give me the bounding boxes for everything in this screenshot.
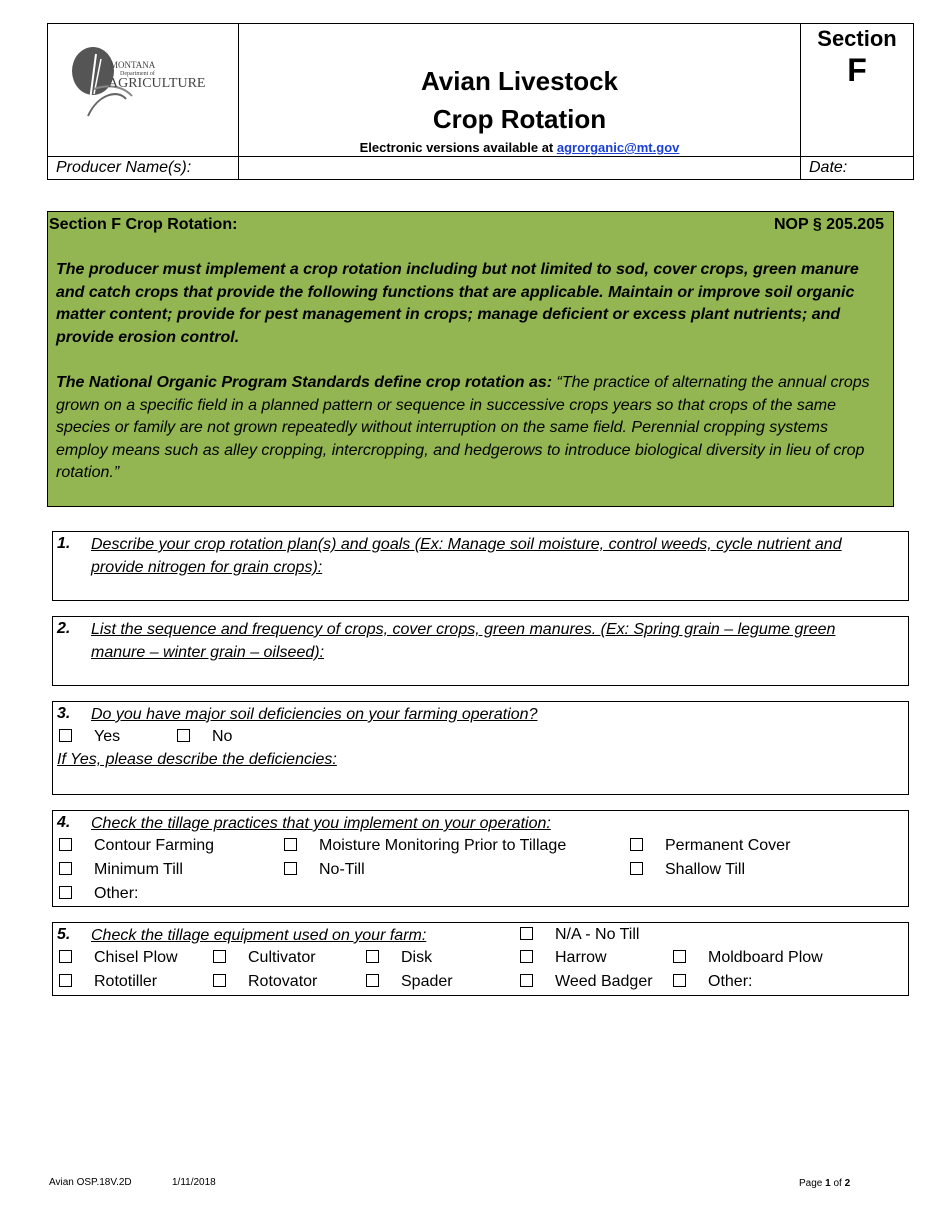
question-5-text: Check the tillage equipment used on your farm:: [91, 927, 427, 944]
question-5-box: [52, 922, 909, 996]
montana-agriculture-logo: [48, 24, 238, 156]
checkbox-icon: [284, 862, 297, 875]
form-title-line1: Avian Livestock: [420, 66, 618, 96]
checkbox-moldboard-plow[interactable]: Moldboard Plow: [673, 949, 823, 967]
question-4-number: 4.: [57, 814, 71, 831]
header-table: [47, 23, 914, 180]
question-1-text: Describe your crop rotation plan(s) and goals (Ex: Manage soil moisture, control weeds, cycle nutrient and provide nitrogen for grain crops):: [91, 536, 842, 576]
checkbox-icon: [520, 950, 533, 963]
checkbox-spader[interactable]: Spader: [366, 973, 453, 991]
checkbox-disk[interactable]: Disk: [366, 949, 432, 967]
checkbox-cultivator[interactable]: Cultivator: [213, 949, 316, 967]
checkbox-icon: [520, 974, 533, 987]
question-4-text: Check the tillage practices that you implement on your operation:: [91, 815, 551, 832]
checkbox-icon: [213, 974, 226, 987]
info-paragraph-2: The National Organic Program Standards define crop rotation as: “The practice of alternating the annual crops grown on a specific field in a planned pattern or sequence in successive crops years so that crops of the same species or family are not grown repeatedly without interruption on the same field. Perennial cropping systems employ means such as alley cropping, intercropping, and hedgerows to introduce biological diversity in lieu of crop rotation.”: [56, 374, 870, 481]
checkbox-moisture-monitoring[interactable]: Moisture Monitoring Prior to Tillage: [284, 837, 566, 855]
footer-form-id: Avian OSP.18V.2D: [49, 1177, 132, 1188]
checkbox-permanent-cover[interactable]: Permanent Cover: [630, 837, 790, 855]
checkbox-other-equipment[interactable]: Other:: [673, 973, 752, 991]
question-3-text: Do you have major soil deficiencies on your farming operation?: [91, 706, 538, 723]
checkbox-icon: [59, 862, 72, 875]
email-link[interactable]: agrorganic@mt.gov: [556, 140, 680, 155]
question-4-box: [52, 810, 909, 907]
section-letter: F: [847, 52, 867, 88]
checkbox-icon: [59, 974, 72, 987]
checkbox-icon: [59, 838, 72, 851]
question-2-text: List the sequence and frequency of crops, cover crops, green manures. (Ex: Spring grain – legume green manure – winter grain – oilseed):: [91, 621, 836, 661]
svg-text:AGRICULTURE: AGRICULTURE: [108, 76, 206, 91]
checkbox-yes[interactable]: Yes: [59, 728, 120, 746]
checkbox-icon: [630, 838, 643, 851]
section-label: Section: [817, 26, 897, 51]
checkbox-no[interactable]: No: [177, 728, 232, 746]
checkbox-icon: [177, 729, 190, 742]
question-5-number: 5.: [57, 926, 71, 943]
svg-text:Department of: Department of: [120, 71, 155, 77]
question-2-number: 2.: [57, 620, 71, 637]
checkbox-chisel-plow[interactable]: Chisel Plow: [59, 949, 178, 967]
checkbox-weed-badger[interactable]: Weed Badger: [520, 973, 653, 991]
checkbox-icon: [59, 950, 72, 963]
electronic-versions-note: Electronic versions available at agrorganic@mt.gov: [359, 140, 680, 155]
checkbox-icon: [284, 838, 297, 851]
checkbox-icon: [366, 950, 379, 963]
checkbox-other-practice[interactable]: Other:: [59, 885, 138, 903]
checkbox-icon: [630, 862, 643, 875]
producer-name-label: Producer Name(s):: [48, 157, 239, 180]
question-1-number: 1.: [57, 535, 71, 552]
question-1-box[interactable]: [52, 531, 909, 601]
checkbox-icon: [59, 886, 72, 899]
checkbox-minimum-till[interactable]: Minimum Till: [59, 861, 183, 879]
checkbox-contour-farming[interactable]: Contour Farming: [59, 837, 214, 855]
info-paragraph-1: The producer must implement a crop rotation including but not limited to sod, cover crops, green manure and catch crops that provide the following functions that are applicable. Maintain or improve soil organic matter content; provide for pest management in crops; manage deficient or excess plant nutrients; and provide erosion control.: [56, 261, 859, 346]
footer-date: 1/11/2018: [172, 1177, 216, 1188]
checkbox-icon: [59, 729, 72, 742]
form-title-line2: Crop Rotation: [432, 104, 607, 134]
title-cell: [239, 24, 801, 157]
svg-text:MONTANA: MONTANA: [110, 60, 156, 70]
checkbox-rototiller[interactable]: Rototiller: [59, 973, 157, 991]
checkbox-icon: [213, 950, 226, 963]
checkbox-icon: [366, 974, 379, 987]
checkbox-icon: [673, 950, 686, 963]
date-label: Date:: [801, 157, 914, 180]
checkbox-no-till[interactable]: No-Till: [284, 861, 365, 879]
question-2-box[interactable]: [52, 616, 909, 686]
question-3-number: 3.: [57, 705, 71, 722]
checkbox-icon: [673, 974, 686, 987]
logo-cell: [48, 24, 239, 157]
checkbox-icon: [520, 927, 533, 940]
question-3-followup: If Yes, please describe the deficiencies:: [57, 751, 337, 768]
question-3-box: [52, 701, 909, 795]
footer-page-number: Page 1 of 2: [799, 1178, 851, 1189]
producer-name-field[interactable]: [239, 157, 801, 180]
checkbox-rotovator[interactable]: Rotovator: [213, 973, 317, 991]
info-box: [47, 211, 894, 507]
section-cell: [801, 24, 914, 157]
info-heading: Section F Crop Rotation:: [49, 216, 238, 233]
nop-reference: NOP § 205.205: [773, 216, 884, 233]
checkbox-shallow-till[interactable]: Shallow Till: [630, 861, 745, 879]
checkbox-na-no-till[interactable]: N/A - No Till: [520, 926, 639, 944]
checkbox-harrow[interactable]: Harrow: [520, 949, 607, 967]
